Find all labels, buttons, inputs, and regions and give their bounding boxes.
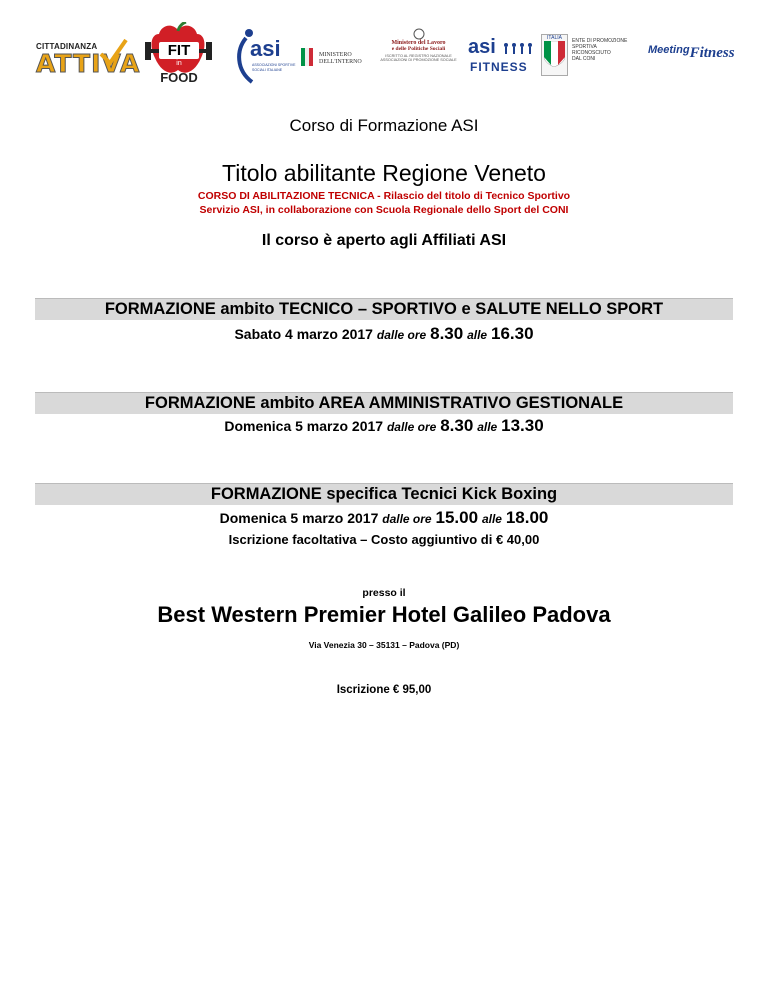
cittadinanza-text: CITTADINANZA bbox=[36, 42, 98, 51]
section-2-heading: FORMAZIONE ambito AREA AMMINISTRATIVO GESTIONALE bbox=[35, 392, 733, 414]
section-2-date: Domenica 5 marzo 2017 bbox=[224, 418, 384, 434]
section-2-to-word: alle bbox=[477, 420, 498, 434]
hotel-name: Best Western Premier Hotel Galileo Padova bbox=[157, 602, 611, 627]
fit-text: FIT bbox=[159, 42, 199, 59]
section-1-from: 8.30 bbox=[430, 324, 464, 343]
section-2-from: 8.30 bbox=[440, 416, 474, 435]
in-text: in bbox=[171, 60, 187, 67]
asi-text: asi bbox=[250, 36, 281, 61]
cittadinanza-attiva-logo bbox=[36, 42, 141, 82]
food-text: FOOD bbox=[160, 70, 198, 85]
ministero-interno-logo bbox=[301, 44, 371, 74]
section-3-to: 18.00 bbox=[505, 508, 549, 527]
section-3-from-word: dalle ore bbox=[382, 512, 432, 526]
course-subtitle: Corso di Formazione ASI bbox=[289, 116, 479, 135]
tricolor-shield-icon bbox=[544, 41, 565, 67]
section-3-heading: FORMAZIONE specifica Tecnici Kick Boxing bbox=[35, 483, 733, 505]
presso-text: presso il bbox=[362, 587, 406, 599]
coni-line2: SPORTIVA bbox=[572, 44, 597, 50]
registration-fee: Iscrizione € 95,00 bbox=[336, 684, 432, 696]
ministero-lavoro-line2: e delle Politiche Sociali bbox=[391, 46, 446, 52]
section-1-schedule bbox=[0, 324, 768, 344]
asi-fitness-fitness-text: FITNESS bbox=[470, 60, 528, 74]
checkmark-icon bbox=[98, 38, 128, 68]
coni-line4: DAL CONI bbox=[572, 56, 596, 62]
open-to-text: Il corso è aperto agli Affiliati ASI bbox=[261, 232, 507, 249]
red-line-2: Servizio ASI, in collaborazione con Scuola Regionale dello Sport del CONI bbox=[199, 204, 569, 216]
section-3-schedule bbox=[0, 508, 768, 528]
fitness-text: Fitness bbox=[689, 45, 735, 61]
section-3-date: Domenica 5 marzo 2017 bbox=[219, 510, 379, 526]
runners-icon bbox=[502, 42, 534, 56]
asi-fitness-logo bbox=[466, 36, 536, 78]
section-2-schedule bbox=[0, 416, 768, 436]
page-title: Titolo abilitante Regione Veneto bbox=[222, 160, 546, 186]
meeting-fitness-logo bbox=[648, 40, 736, 70]
ministero-lavoro-logo bbox=[376, 28, 461, 78]
asi-subtext: ASSOCIAZIONI SPORTIVE SOCIALI ITALIANE bbox=[252, 63, 296, 72]
coni-line1: ENTE DI PROMOZIONE bbox=[572, 38, 628, 44]
attiva-text: ATTIVA bbox=[36, 49, 141, 78]
coni-logo bbox=[541, 34, 626, 78]
section-1-to: 16.30 bbox=[491, 324, 534, 343]
coni-italia-text: ITALIA bbox=[547, 35, 562, 41]
fit-food-logo bbox=[141, 22, 216, 88]
section-1-date: Sabato 4 marzo 2017 bbox=[234, 326, 373, 342]
ministero-interno-line1: MINISTERO bbox=[319, 52, 352, 58]
asi-fitness-asi-text: asi bbox=[468, 36, 496, 58]
coni-badge bbox=[541, 34, 568, 76]
coni-line3: RICONOSCIUTO bbox=[572, 50, 611, 56]
section-3-from: 15.00 bbox=[435, 508, 479, 527]
star-emblem-icon bbox=[413, 28, 425, 40]
logo-strip bbox=[36, 22, 736, 92]
section-3-note: Iscrizione facoltativa – Costo aggiuntivo di € 40,00 bbox=[228, 532, 540, 547]
ministero-lavoro-line1: Ministero del Lavoro bbox=[391, 40, 446, 46]
section-2-to: 13.30 bbox=[501, 416, 544, 435]
ministero-lavoro-line3: ISCRITTO AL REGISTRO NAZIONALE bbox=[385, 54, 452, 58]
section-1-from-word: dalle ore bbox=[376, 328, 427, 342]
section-2-from-word: dalle ore bbox=[386, 420, 437, 434]
ministero-interno-line2: DELL'INTERNO bbox=[319, 59, 362, 65]
hotel-address: Via Venezia 30 – 35131 – Padova (PD) bbox=[308, 640, 460, 650]
asi-logo bbox=[234, 26, 296, 88]
section-3-to-word: alle bbox=[481, 512, 502, 526]
section-1-heading: FORMAZIONE ambito TECNICO – SPORTIVO e SALUTE NELLO SPORT bbox=[35, 298, 733, 320]
meeting-text: Meeting bbox=[648, 44, 690, 56]
red-line-1: CORSO DI ABILITAZIONE TECNICA - Rilascio del titolo di Tecnico Sportivo bbox=[197, 190, 571, 202]
ministero-lavoro-line4: ASSOCIAZIONI DI PROMOZIONE SOCIALE bbox=[380, 58, 457, 62]
emblem-icon bbox=[301, 48, 313, 66]
section-1-to-word: alle bbox=[467, 328, 488, 342]
